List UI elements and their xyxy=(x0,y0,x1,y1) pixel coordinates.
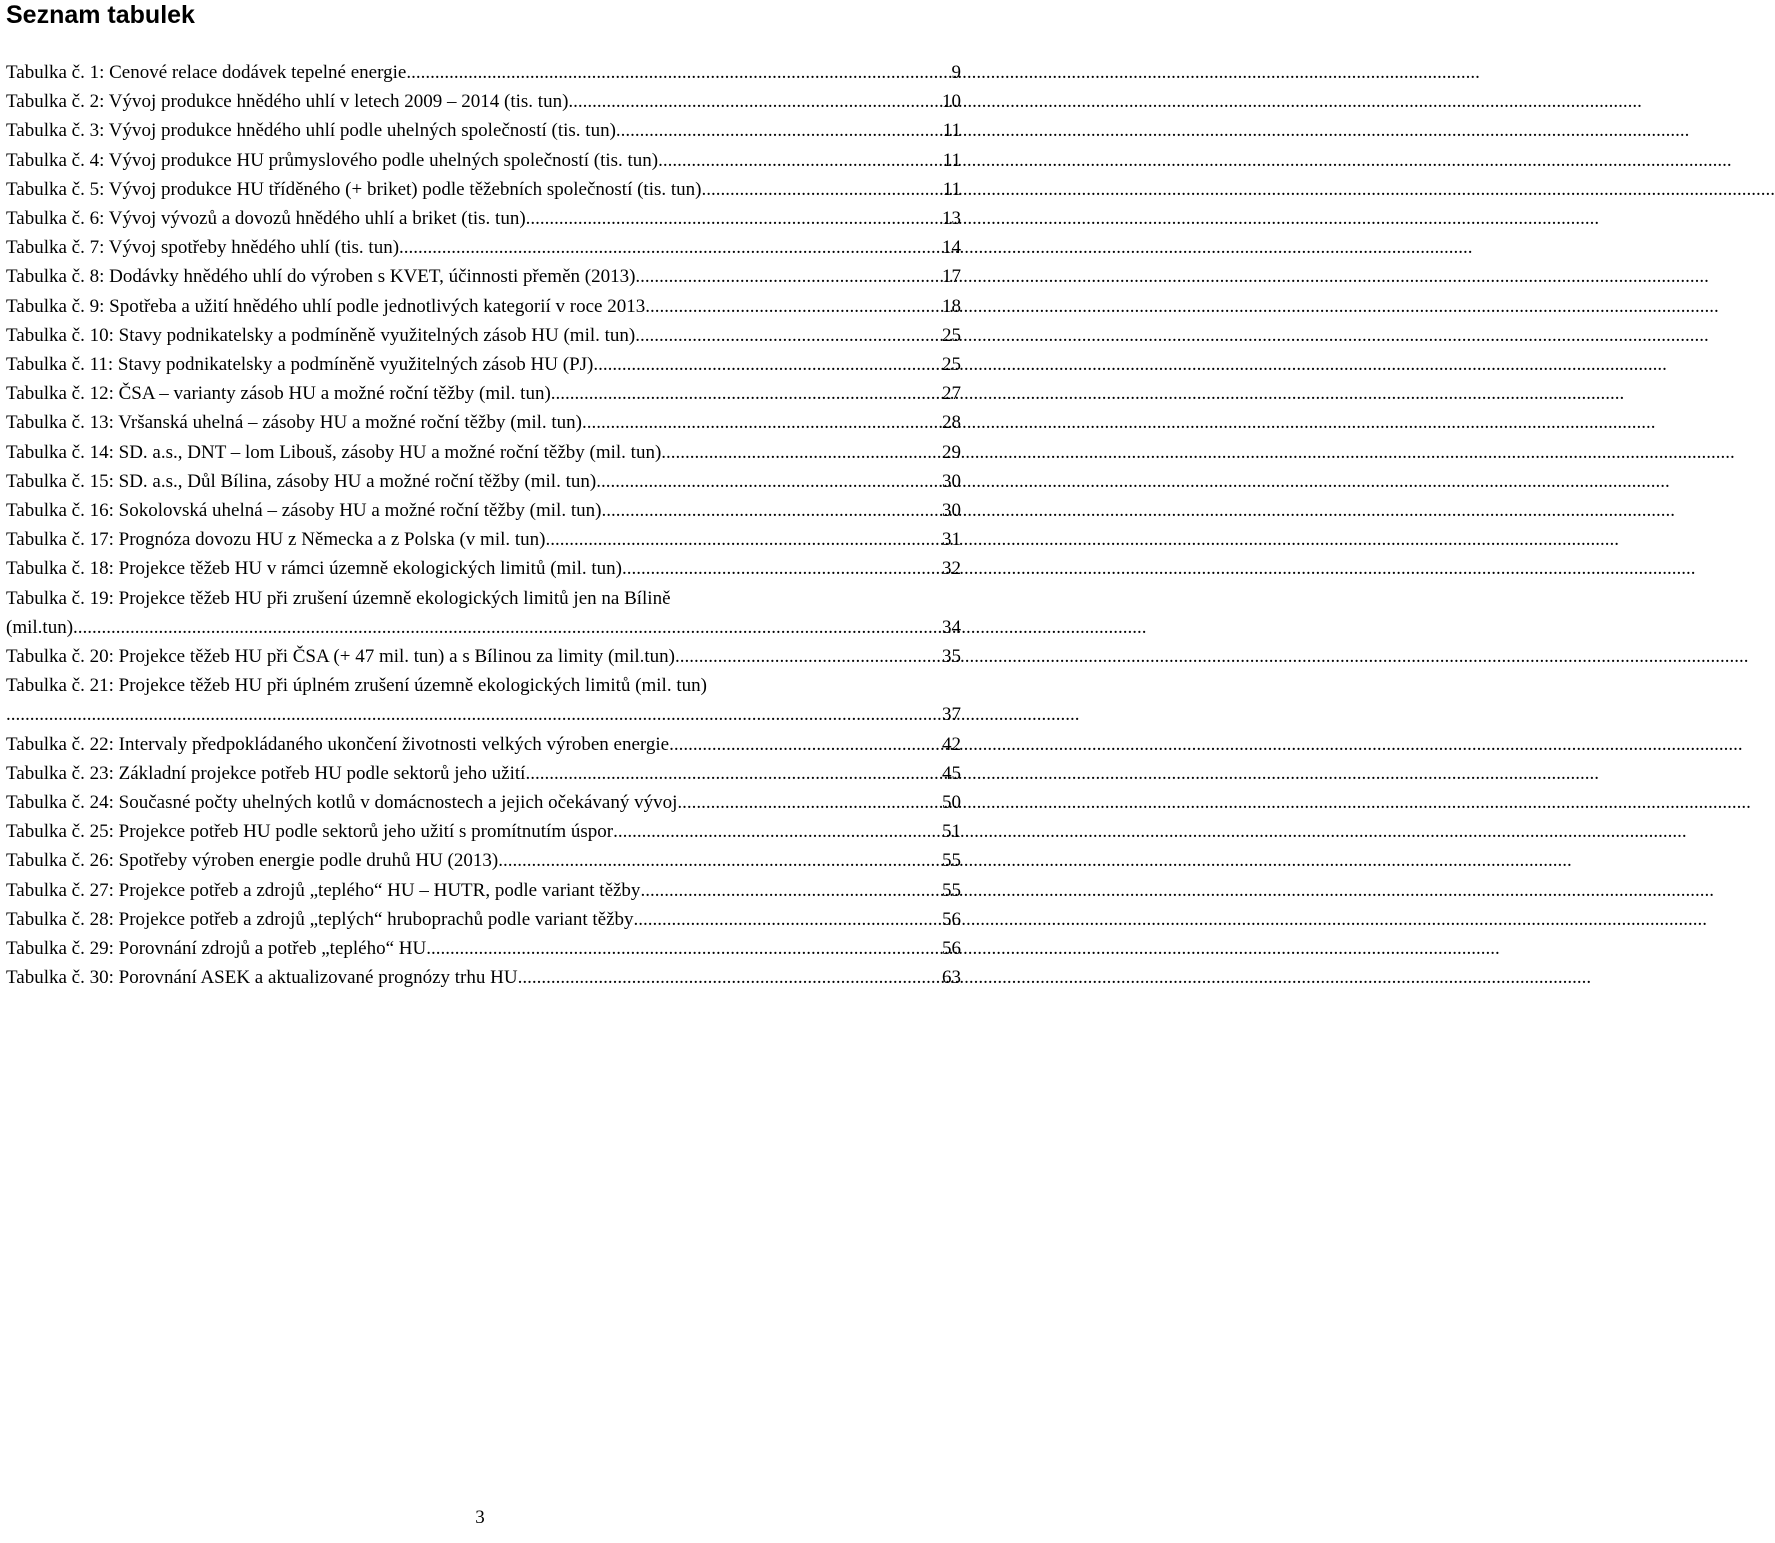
toc-entry-label: Tabulka č. 16: Sokolovská uhelná – zásoby HU a možné roční těžby (mil. tun) xyxy=(6,500,602,522)
dot-leader xyxy=(661,438,940,467)
toc-entry-label: Tabulka č. 8: Dodávky hnědého uhlí do výroben s KVET, účinnosti přeměn (2013) xyxy=(6,266,636,288)
toc-entry-13[interactable] xyxy=(6,408,961,437)
toc-entry-23[interactable] xyxy=(6,759,961,788)
toc-entry-label: Tabulka č. 24: Současné počty uhelných kotlů v domácnostech a jejich očekávaný vývoj xyxy=(6,792,678,814)
toc-entry-1[interactable] xyxy=(6,58,961,87)
toc-entry-label: Tabulka č. 20: Projekce těžeb HU při ČSA (+ 47 mil. tun) a s Bílinou za limity (mil.tun) xyxy=(6,646,675,668)
dot-leader xyxy=(675,642,940,671)
toc-entry-page: 29 xyxy=(942,441,961,463)
toc-entry-page: 56 xyxy=(942,938,961,960)
toc-entry-20[interactable] xyxy=(6,642,961,671)
toc-entry-page: 14 xyxy=(942,237,961,259)
dot-leader xyxy=(582,408,940,437)
toc-entry-continuation xyxy=(6,700,961,729)
dot-leader xyxy=(426,934,940,963)
toc-entry-label: Tabulka č. 1: Cenové relace dodávek tepelné energie xyxy=(6,62,407,83)
toc-entry-label: Tabulka č. 17: Prognóza dovozu HU z Německa a z Polska (v mil. tun) xyxy=(6,529,546,551)
toc-entry-6[interactable] xyxy=(6,204,961,233)
toc-entry-label: Tabulka č. 14: SD. a.s., DNT – lom Libouš, zásoby HU a možné roční těžby (mil. tun) xyxy=(6,441,662,463)
toc-entry-21[interactable] xyxy=(6,671,961,729)
toc-entry-page: 56 xyxy=(942,908,961,930)
toc-entry-12[interactable] xyxy=(6,379,961,408)
toc-entry-page: 50 xyxy=(942,792,961,814)
toc-entry-continuation xyxy=(6,613,961,642)
dot-leader xyxy=(601,496,940,525)
dot-leader xyxy=(551,379,940,408)
toc-entry-page: 10 xyxy=(942,91,961,113)
toc-entry-page: 28 xyxy=(942,412,961,434)
dot-leader xyxy=(635,321,940,350)
toc-entry-page: 42 xyxy=(942,733,961,755)
toc-entry-label: Tabulka č. 19: Projekce těžeb HU při zrušení územně ekologických limitů jen na Bílině xyxy=(6,587,671,609)
dot-leader xyxy=(498,846,940,875)
toc-entry-page: 13 xyxy=(942,208,961,230)
toc-entry-page: 31 xyxy=(942,529,961,551)
toc-entry-page: 9 xyxy=(951,62,961,83)
toc-entry-page: 25 xyxy=(942,324,961,346)
toc-entry-page: 45 xyxy=(942,762,961,784)
dot-leader xyxy=(6,700,940,729)
toc-entry-29[interactable] xyxy=(6,934,961,963)
dot-leader xyxy=(73,613,940,642)
toc-entry-label: Tabulka č. 30: Porovnání ASEK a aktualizované prognózy trhu HU xyxy=(6,967,518,989)
toc-entry-page: 37 xyxy=(942,704,961,726)
toc-entry-18[interactable] xyxy=(6,554,961,583)
toc-entry-label: Tabulka č. 22: Intervaly předpokládaného ukončení životnosti velkých výroben energie xyxy=(6,733,670,755)
dot-leader xyxy=(658,146,941,175)
dot-leader xyxy=(546,525,941,554)
toc-entry-10[interactable] xyxy=(6,321,961,350)
toc-entry-label-cont: (mil.tun) xyxy=(6,616,74,638)
toc-entry-label: Tabulka č. 3: Vývoj produkce hnědého uhlí podle uhelných společností (tis. tun) xyxy=(6,120,616,142)
dot-leader xyxy=(616,116,941,145)
toc-entry-30[interactable] xyxy=(6,963,961,992)
toc-entry-page: 32 xyxy=(942,558,961,580)
toc-entry-label: Tabulka č. 12: ČSA – varianty zásob HU a možné roční těžby (mil. tun) xyxy=(6,383,551,405)
toc-entry-page: 63 xyxy=(942,967,961,989)
toc-entry-9[interactable] xyxy=(6,292,961,321)
toc-entry-page: 27 xyxy=(942,383,961,405)
dot-leader xyxy=(635,262,940,291)
toc-entry-25[interactable] xyxy=(6,817,961,846)
toc-entry-14[interactable] xyxy=(6,438,961,467)
toc-entry-16[interactable] xyxy=(6,496,961,525)
dot-leader xyxy=(702,175,943,204)
toc-entry-page: 55 xyxy=(942,879,961,901)
toc-entry-28[interactable] xyxy=(6,905,961,934)
dot-leader xyxy=(518,963,940,992)
toc-entry-17[interactable] xyxy=(6,525,961,554)
toc-entry-label: Tabulka č. 10: Stavy podnikatelsky a podmíněně využitelných zásob HU (mil. tun) xyxy=(6,324,636,346)
toc-entry-page: 30 xyxy=(942,470,961,492)
dot-leader xyxy=(669,730,940,759)
toc-entry-label: Tabulka č. 15: SD. a.s., Důl Bílina, zásoby HU a možné roční těžby (mil. tun) xyxy=(6,470,597,492)
toc-entry-27[interactable] xyxy=(6,876,961,905)
toc-entry-label: Tabulka č. 21: Projekce těžeb HU při úplném zrušení územně ekologických limitů (mil. tun) xyxy=(6,675,707,697)
toc-entry-label: Tabulka č. 29: Porovnání zdrojů a potřeb „teplého“ HU xyxy=(6,938,427,960)
toc-entry-label: Tabulka č. 11: Stavy podnikatelsky a podmíněně využitelných zásob HU (PJ) xyxy=(6,354,594,376)
dot-leader xyxy=(613,817,940,846)
toc-entry-label: Tabulka č. 7: Vývoj spotřeby hnědého uhlí (tis. tun) xyxy=(6,237,400,259)
toc-entry-label: Tabulka č. 27: Projekce potřeb a zdrojů „teplého“ HU – HUTR, podle variant těžby xyxy=(6,879,641,901)
toc-entry-label: Tabulka č. 25: Projekce potřeb HU podle sektorů jeho užití s promítnutím úspor xyxy=(6,821,614,843)
toc-entry-8[interactable] xyxy=(6,262,961,291)
dot-leader xyxy=(634,905,940,934)
dot-leader xyxy=(593,350,940,379)
toc-entry-page: 11 xyxy=(942,149,961,171)
toc-entry-26[interactable] xyxy=(6,846,961,875)
toc-entry-label: Tabulka č. 13: Vršanská uhelná – zásoby HU a možné roční těžby (mil. tun) xyxy=(6,412,582,434)
toc-entry-2[interactable] xyxy=(6,87,961,116)
table-list xyxy=(6,58,961,993)
dot-leader xyxy=(406,58,949,87)
toc-entry-page: 35 xyxy=(942,646,961,668)
dot-leader xyxy=(399,233,940,262)
toc-entry-label: Tabulka č. 6: Vývoj vývozů a dovozů hnědého uhlí a briket (tis. tun) xyxy=(6,208,526,230)
toc-entry-19[interactable] xyxy=(6,584,961,642)
toc-entry-label: Tabulka č. 28: Projekce potřeb a zdrojů „teplých“ hruboprachů podle variant těžby xyxy=(6,908,634,930)
toc-entry-page: 25 xyxy=(942,354,961,376)
toc-entry-label: Tabulka č. 2: Vývoj produkce hnědého uhlí v letech 2009 – 2014 (tis. tun) xyxy=(6,91,569,113)
toc-entry-page: 11 xyxy=(942,120,961,142)
dot-leader xyxy=(622,554,940,583)
toc-entry-5[interactable] xyxy=(6,175,961,204)
toc-entry-label: Tabulka č. 18: Projekce těžeb HU v rámci územně ekologických limitů (mil. tun) xyxy=(6,558,622,580)
toc-entry-page: 51 xyxy=(942,821,961,843)
toc-entry-11[interactable] xyxy=(6,350,961,379)
toc-entry-label: Tabulka č. 23: Základní projekce potřeb HU podle sektorů jeho užití xyxy=(6,762,526,784)
toc-entry-page: 11 xyxy=(942,178,961,200)
toc-entry-22[interactable] xyxy=(6,730,961,759)
dot-leader xyxy=(645,292,940,321)
toc-entry-7[interactable] xyxy=(6,233,961,262)
toc-entry-label: Tabulka č. 4: Vývoj produkce HU průmyslového podle uhelných společností (tis. tun) xyxy=(6,149,659,171)
dot-leader xyxy=(525,759,940,788)
dot-leader xyxy=(640,876,940,905)
toc-entry-page: 30 xyxy=(942,500,961,522)
toc-entry-label: Tabulka č. 26: Spotřeby výroben energie podle druhů HU (2013) xyxy=(6,850,499,872)
toc-entry-label: Tabulka č. 5: Vývoj produkce HU tříděného (+ briket) podle těžebních společností (tis. tun) xyxy=(6,178,702,200)
dot-leader xyxy=(568,87,940,116)
toc-entry-page: 34 xyxy=(942,616,961,638)
page-title: Seznam tabulek xyxy=(6,1,195,29)
toc-entry-label: Tabulka č. 9: Spotřeba a užití hnědého uhlí podle jednotlivých kategorií v roce 2013 xyxy=(6,295,646,317)
toc-entry-24[interactable] xyxy=(6,788,961,817)
toc-entry-15[interactable] xyxy=(6,467,961,496)
page-number: 3 xyxy=(475,1507,485,1528)
dot-leader xyxy=(596,467,940,496)
dot-leader xyxy=(526,204,940,233)
toc-entry-page: 17 xyxy=(942,266,961,288)
toc-entry-page: 18 xyxy=(942,295,961,317)
toc-entry-page: 55 xyxy=(942,850,961,872)
toc-entry-4[interactable] xyxy=(6,146,961,175)
dot-leader xyxy=(677,788,940,817)
toc-entry-3[interactable] xyxy=(6,116,961,145)
